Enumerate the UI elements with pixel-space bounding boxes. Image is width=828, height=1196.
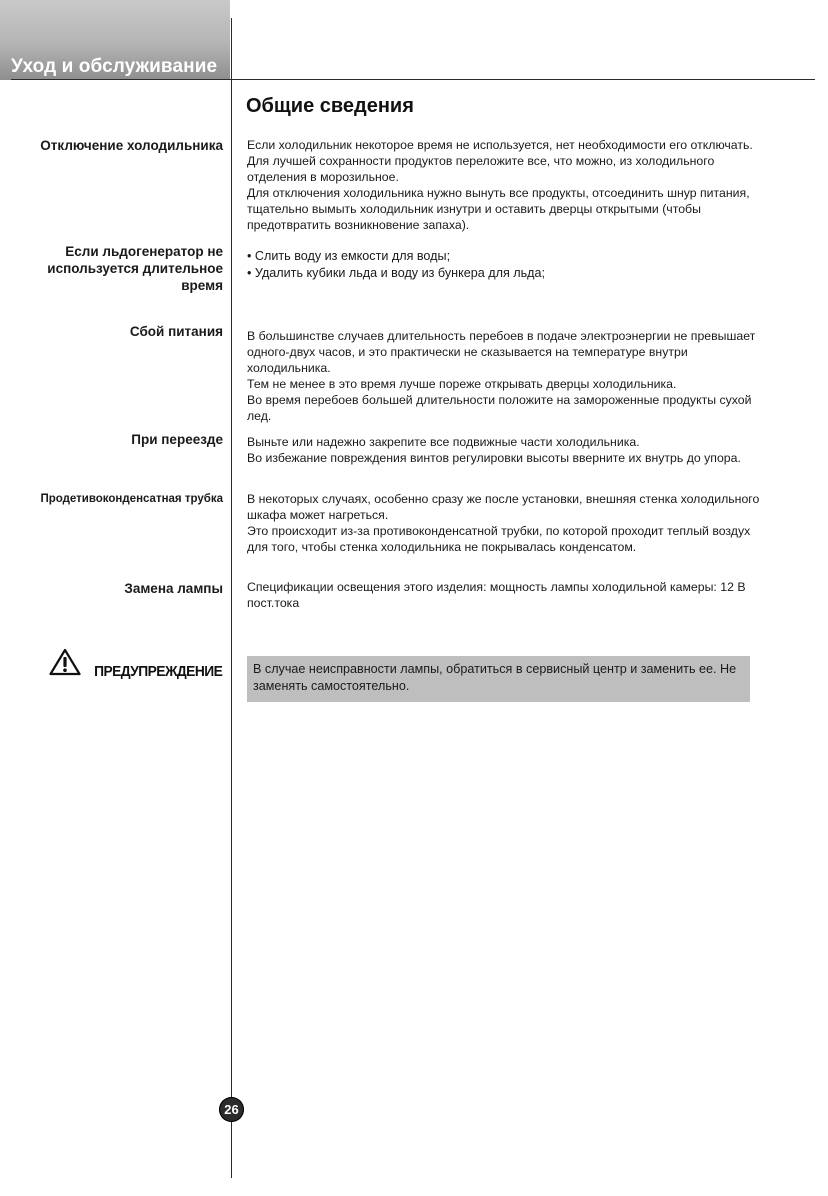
page-number: 26	[219, 1097, 244, 1122]
label-power-failure: Сбой питания	[129, 324, 223, 339]
paragraph: В некоторых случаях, особенно сразу же после установки, внешняя стенка холодильного шкафа может нагреться.	[247, 492, 760, 522]
paragraph: Это происходит из-за противоконденсатной трубки, по которой проходит теплый воздух для того, чтобы стенка холодильника не покрывалась конденсатом.	[247, 524, 751, 554]
text-anticondensate	[247, 491, 762, 555]
page-title: Общие сведения	[246, 95, 414, 117]
text-lamp	[247, 579, 762, 611]
label-anticondensate: Продетивоконденсатная трубка	[40, 493, 223, 505]
paragraph: Выньте или надежно закрепите все подвижные части холодильника.	[247, 435, 640, 449]
text-shutdown	[247, 137, 762, 233]
list-item: • Удалить кубики льда и воду из бункера для льда;	[247, 265, 762, 282]
warning-heading	[49, 648, 222, 681]
text-moving	[247, 434, 762, 466]
paragraph: Если холодильник некоторое время не используется, нет необходимости его отключать. Для лучшей сохранности продуктов переложите все, что можно, из холодильного отделения в морозильное.	[247, 138, 753, 184]
label-icemaker: Если льдогенератор не используется длительное время	[47, 244, 223, 293]
warning-label: ПРЕДУПРЕЖДЕНИЕ	[93, 663, 222, 680]
paragraph: Тем не менее в это время лучше пореже открывать дверцы холодильника.	[247, 377, 677, 391]
label-lamp: Замена лампы	[124, 581, 223, 596]
warning-triangle-icon	[49, 648, 81, 681]
paragraph: Для отключения холодильника нужно вынуть все продукты, отсоединить шнур питания, тщательно вымыть холодильник изнутри и оставить дверцы открытыми (чтобы предотвратить возникновение запаха).	[247, 186, 750, 232]
section-title: Уход и обслуживание	[11, 56, 218, 77]
label-shutdown: Отключение холодильника	[40, 138, 223, 153]
warning-box: В случае неисправности лампы, обратиться в сервисный центр и заменить ее. Не заменять самостоятельно.	[247, 656, 750, 702]
list-item: • Слить воду из емкости для воды;	[247, 248, 762, 265]
bullet-list	[247, 248, 762, 282]
header-divider	[11, 79, 815, 80]
text-power-failure	[247, 328, 762, 424]
label-moving: При переезде	[131, 432, 223, 447]
paragraph: В большинстве случаев длительность перебоев в подаче электроэнергии не превышает одного-двух часов, и это практически не сказывается на температуре внутри холодильника.	[247, 329, 756, 375]
column-divider	[231, 18, 232, 1178]
paragraph: Спецификации освещения этого изделия: мощность лампы холодильной камеры: 12 В пост.тока	[247, 580, 746, 610]
text-icemaker	[247, 248, 762, 282]
paragraph: Во время перебоев большей длительности положите на замороженные продукты сухой лед.	[247, 393, 752, 423]
paragraph: Во избежание повреждения винтов регулировки высоты вверните их внутрь до упора.	[247, 451, 741, 465]
